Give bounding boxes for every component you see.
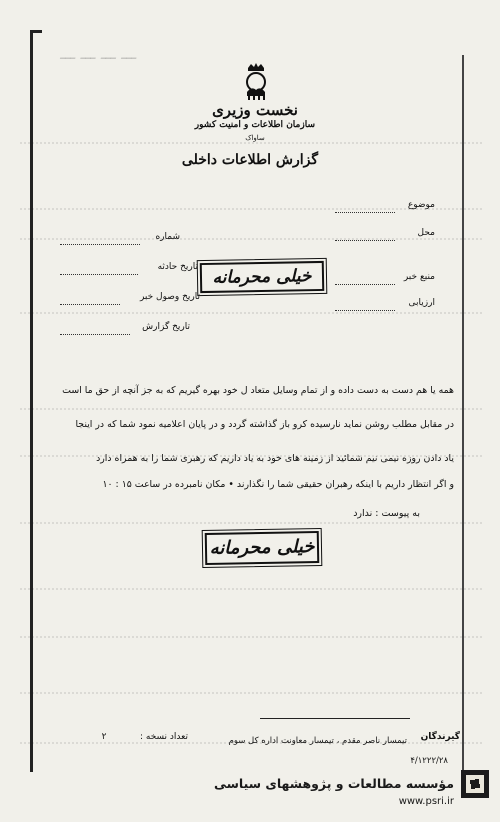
bleed-through-line xyxy=(20,692,482,694)
bleed-through-line xyxy=(20,142,482,144)
body-line: یاد دادن روزه نیمی نیم شمائید از زمینه های خود به یاد داریم که رهبری شما را به همراه دارد xyxy=(96,453,454,464)
footer-divider xyxy=(260,718,410,719)
org-code: ساواک xyxy=(245,134,265,142)
field-label-number: شماره xyxy=(155,232,180,242)
frame-left-edge xyxy=(30,30,33,772)
classification-stamp-top: خیلی محرمانه xyxy=(200,261,325,293)
field-line-location xyxy=(335,240,395,241)
reference-code: ۴/۱۲۲۲/۲۸ xyxy=(410,756,448,766)
field-label-evaluation: ارزیابی xyxy=(408,298,435,308)
bleed-through-line xyxy=(20,312,482,314)
field-line-receipt-date xyxy=(60,304,120,305)
copies-value: ۲ xyxy=(101,732,107,742)
field-label-receipt-date: تاریخ وصول خبر xyxy=(139,292,200,302)
bleed-through-line xyxy=(20,238,482,240)
classification-stamp-bottom: خیلی محرمانه xyxy=(205,531,320,565)
watermark-url: www.psri.ir xyxy=(398,796,454,807)
field-line-incident-date xyxy=(60,274,138,275)
bleed-through-line xyxy=(20,636,482,638)
field-label-source: منبع خبر xyxy=(403,272,435,282)
org-subtitle: سازمان اطلاعات و امنیت کشور xyxy=(194,120,315,130)
bleed-through-line xyxy=(20,408,482,410)
org-title: نخست وزیری xyxy=(212,101,298,119)
body-line: در مقابل مطلب روشن نماید نارسیده کرو باز گذاشته گردد و در پایان اعلامیه نمود شما که در اینجا xyxy=(75,419,454,430)
field-line-report-date xyxy=(60,334,130,335)
body-line: همه یا هم دست به دست داده و از تمام وسایل متعاد ل خود بهره گیریم که به جز آنچه از حق ما است xyxy=(62,385,454,396)
field-label-subject: موضوع xyxy=(407,200,435,210)
lion-and-sun-emblem-icon xyxy=(238,62,274,102)
report-title: گزارش اطلاعات داخلی xyxy=(181,152,319,168)
field-line-evaluation xyxy=(335,310,395,311)
attachment-note: به پیوست : ندارد xyxy=(353,508,420,519)
bleed-through-text: ـــ ـــ ـــ ـــ xyxy=(60,44,136,64)
field-line-number xyxy=(60,244,140,245)
field-label-report-date: تاریخ گزارش xyxy=(142,322,190,332)
recipients-label: گیرندگان xyxy=(420,732,460,742)
field-line-subject xyxy=(335,212,395,213)
field-label-incident-date: تاریخ حادثه xyxy=(157,262,198,272)
copies-label: تعداد نسخه : xyxy=(139,732,188,742)
frame-right-edge xyxy=(462,55,464,775)
field-label-location: محل xyxy=(417,228,435,238)
institute-logo-icon xyxy=(461,770,489,798)
watermark-brand: مؤسسه مطالعات و پژوهشهای سیاسی xyxy=(213,776,454,791)
recipients-value: تیمسار ناصر مقدم ، تیمسار معاونت اداره کل سوم xyxy=(228,736,407,746)
bleed-through-line xyxy=(20,588,482,590)
body-line: و اگر انتظار داریم با اینکه رهبران حقیقی شما را نگذارند • مکان نامبرده در ساعت ۱۵ : ۱۰ xyxy=(102,479,454,490)
field-line-source xyxy=(335,284,395,285)
bleed-through-line xyxy=(20,522,482,524)
